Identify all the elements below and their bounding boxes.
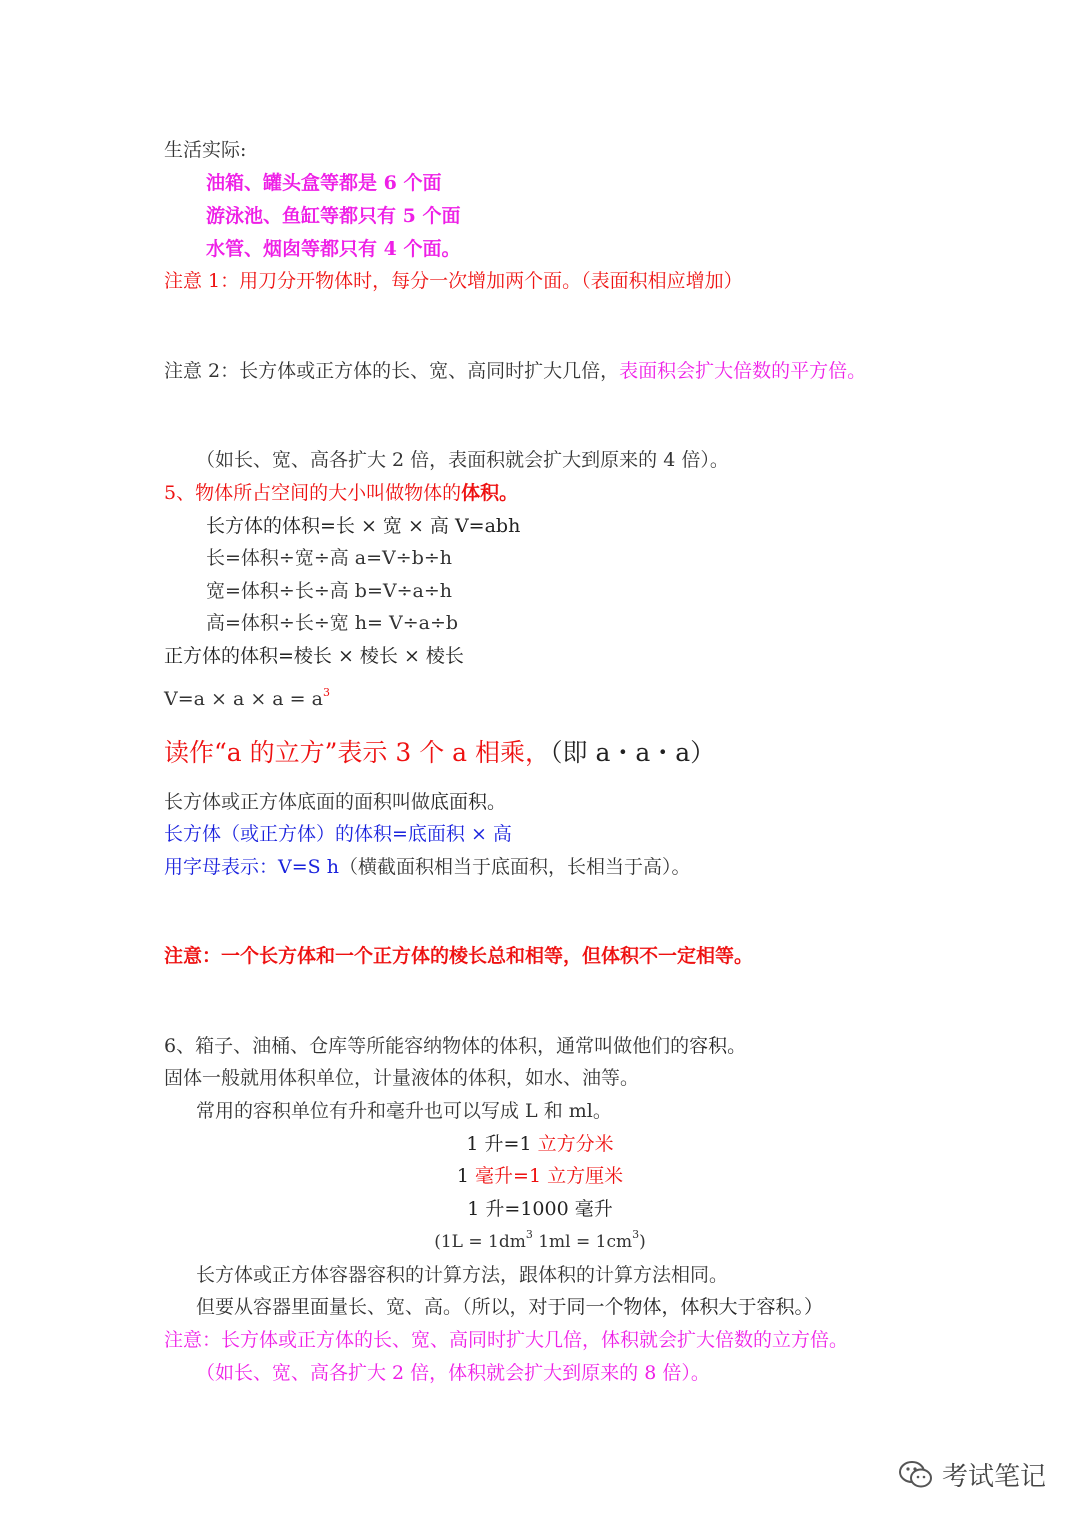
line-base-area-volume-formula: 长方体（或正方体）的体积=底面积 × 高 xyxy=(164,823,512,845)
line-base-area-definition xyxy=(164,789,506,815)
wechat-icon xyxy=(898,1459,934,1491)
unit-symbols-part1: (1L = 1dm xyxy=(434,1232,526,1252)
line-example-volume: （如长、宽、高各扩大 2 倍，体积就会扩大到原来的 8 倍）。 xyxy=(196,1362,710,1384)
ml-conversion-text: 毫升=1 立方厘米 xyxy=(475,1165,624,1187)
watermark-text: 考试笔记 xyxy=(942,1462,1047,1492)
capacity-def-term: 容积。 xyxy=(689,1035,747,1057)
line-four-faces: 水管、烟囱等都只有 4 个面。 xyxy=(206,238,461,260)
line-litre-millilitre: 1 升=1000 毫升 xyxy=(467,1198,613,1220)
line-measure-inside xyxy=(196,1294,823,1320)
line-length-formula: 长=体积÷宽÷高 a=V÷b÷h xyxy=(206,547,453,569)
line-cube-volume-power xyxy=(164,686,330,712)
line-cuboid-volume-formula: 长方体的体积=长 × 宽 × 高 V=abh xyxy=(206,515,521,537)
unit-symbols-part3: ) xyxy=(639,1232,646,1252)
litre-conversion-unit: 立方分米 xyxy=(537,1133,614,1155)
note-2-text: 注意 2：长方体或正方体的长、宽、高同时扩大几倍， xyxy=(164,360,620,382)
note-2-highlight: 表面积会扩大倍数的平方倍。 xyxy=(619,360,867,382)
line-note-1: 注意 1：用刀分开物体时，每分一次增加两个面。（表面积相应增加） xyxy=(164,270,743,292)
line-solid-liquid-units: 固体一般就用体积单位，计量液体的体积，如水、油等。 xyxy=(164,1067,640,1089)
line-capacity-method: 长方体或正方体容器容积的计算方法，跟体积的计算方法相同。 xyxy=(196,1264,729,1286)
line-unit-symbols xyxy=(0,1229,1080,1255)
line-height-formula: 高=体积÷长÷宽 h= V÷a÷b xyxy=(206,612,459,634)
line-volume-definition xyxy=(164,480,518,506)
line-five-faces: 游泳池、鱼缸等都只有 5 个面 xyxy=(206,205,461,227)
line-life-examples-heading: 生活实际: xyxy=(164,139,247,161)
line-millilitre-conversion xyxy=(0,1163,1080,1189)
unit-symbols-part2: 1ml = 1cm xyxy=(532,1232,633,1252)
base-area-term: 底面积。 xyxy=(430,791,507,813)
line-width-formula: 宽=体积÷长÷高 b=V÷a÷h xyxy=(206,580,453,602)
litre-conversion-text: 1 升=1 xyxy=(466,1133,538,1155)
watermark xyxy=(898,1456,1046,1493)
line-example-surface: （如长、宽、高各扩大 2 倍，表面积就会扩大到原来的 4 倍）。 xyxy=(196,449,729,471)
ml-conversion-number: 1 xyxy=(456,1165,476,1187)
line-note-2 xyxy=(164,358,866,384)
base-area-text: 长方体或正方体底面的面积叫做 xyxy=(164,791,431,813)
measure-inside-term: 里面 xyxy=(291,1296,330,1318)
volume-def-text: 5、物体所占空间的大小叫做物体的 xyxy=(164,482,462,504)
line-litre-conversion xyxy=(0,1131,1080,1157)
unit-symbols-exp2: 3 xyxy=(632,1228,640,1242)
cube-reading-expression: （即 a・a・a） xyxy=(550,738,716,767)
line-note-volume-scaling: 注意：长方体或正方体的长、宽、高同时扩大几倍，体积就会扩大倍数的立方倍。 xyxy=(164,1329,849,1351)
line-six-faces: 油箱、罐头盒等都是 6 个面 xyxy=(206,172,442,194)
letter-formula-text: 用字母表示：V=S h xyxy=(164,856,339,878)
line-note-edge-sum: 注意：一个长方体和一个正方体的棱长总和相等，但体积不一定相等。 xyxy=(164,945,754,967)
cube-power-exponent: 3 xyxy=(322,685,330,699)
measure-inside-text1: 但要从容器 xyxy=(196,1296,292,1318)
line-capacity-definition xyxy=(164,1033,746,1059)
line-cube-volume-formula: 正方体的体积=棱长 × 棱长 × 棱长 xyxy=(164,645,464,667)
letter-formula-note: （横截面积相当于底面积，长相当于高）。 xyxy=(338,856,691,878)
line-capacity-units: 常用的容积单位有升和毫升也可以写成 L 和 ml。 xyxy=(196,1100,612,1122)
cube-power-text: V=a × a × a = a xyxy=(164,688,323,710)
cube-reading-text: 读作“a 的立方”表示 3 个 a 相乘， xyxy=(164,738,551,767)
line-cube-reading xyxy=(164,736,715,770)
line-letter-formula xyxy=(164,854,690,880)
measure-inside-conclusion: 对于同一个物体，体积大于容积。） xyxy=(528,1296,824,1318)
measure-inside-text2: 量长、宽、高。（所以， xyxy=(329,1296,529,1318)
volume-def-term: 体积。 xyxy=(461,482,519,504)
capacity-def-text: 6、箱子、油桶、仓库等所能容纳物体的体积，通常叫做他们的 xyxy=(164,1035,690,1057)
unit-symbols-exp1: 3 xyxy=(525,1228,533,1242)
